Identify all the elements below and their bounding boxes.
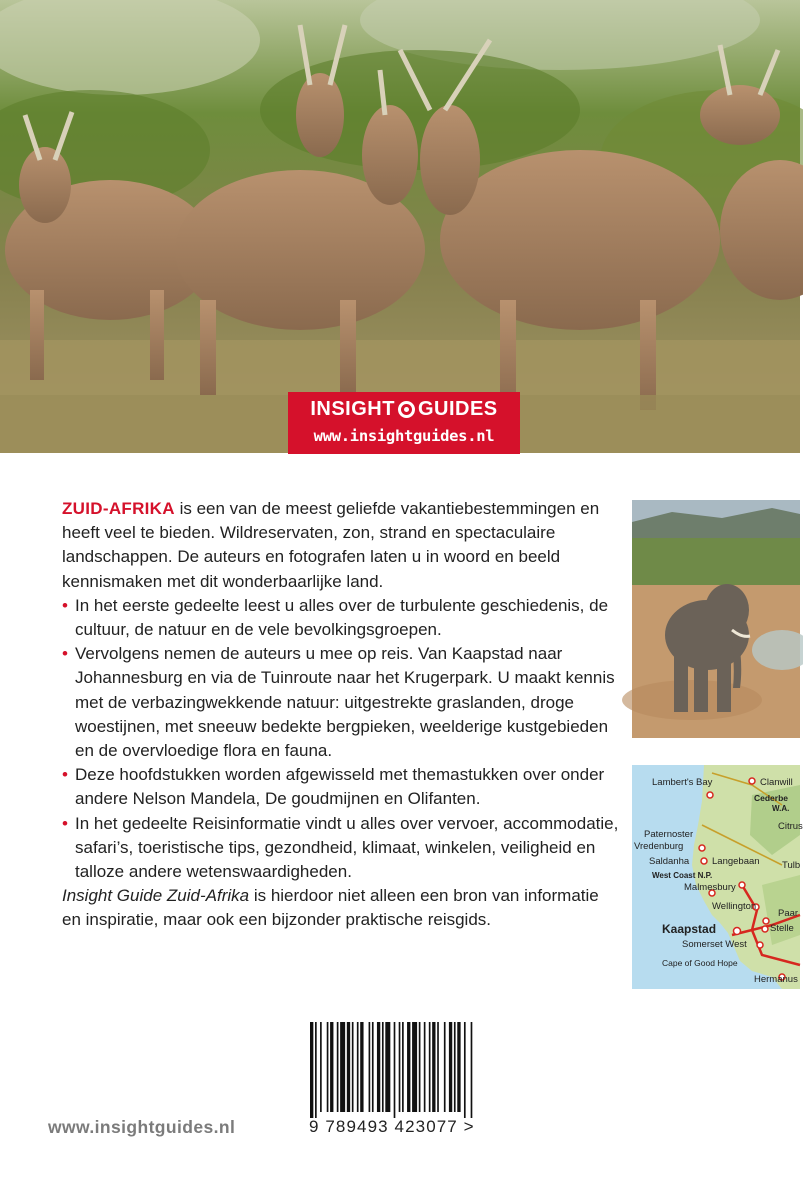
map-label: Lambert's Bay — [652, 777, 713, 788]
map-label: Paternoster — [644, 829, 694, 840]
brand-name: ZUID-AFRIKA — [62, 499, 175, 518]
bullet-icon: • — [62, 644, 68, 664]
map-label: West Coast N.P. — [652, 871, 713, 880]
barcode-bar — [464, 1022, 466, 1118]
map-label: Cape of Good Hope — [662, 958, 738, 968]
map-label: Vredenburg — [634, 841, 684, 852]
barcode-bar — [412, 1022, 417, 1112]
barcode-bar — [432, 1022, 435, 1112]
list-item: • In het gedeelte Reisinformatie vindt u alles over vervoer, accommodatie, safari’s, toeristische tips, gezondheid, klimaat, winkelen, veiligheid en talloze andere wetenswaardigheden. — [62, 813, 619, 882]
bullet-icon: • — [62, 595, 68, 615]
barcode-bar — [330, 1022, 333, 1112]
cover-photo-elands — [0, 0, 800, 453]
map-label: Saldanha — [649, 856, 690, 867]
intro-paragraph: ZUID-AFRIKA is een van de meest geliefde vakantiebestemmingen en heeft veel te bieden. Wildreservaten, zon, strand en spectaculaire landschappen. De auteurs en fotografen laten u in woord en beeld kennismaken met dit wonderbaarlijke land. — [62, 499, 600, 591]
barcode-bar — [471, 1022, 473, 1118]
map-western-cape — [632, 765, 803, 989]
barcode-bar — [337, 1022, 339, 1112]
barcode-bar — [347, 1022, 350, 1112]
map-label: W.A. — [772, 804, 790, 813]
barcode-bar — [327, 1022, 329, 1112]
logo-url: www.insightguides.nl — [313, 427, 495, 445]
barcode-bar — [310, 1022, 313, 1118]
barcode-bar — [429, 1022, 431, 1112]
blurb-text — [62, 497, 622, 933]
map-label: Clanwill — [760, 777, 793, 788]
barcode-bar — [372, 1022, 374, 1112]
barcode-bar — [449, 1022, 452, 1112]
map-label: Citrus — [778, 821, 803, 832]
barcode-bar — [385, 1022, 390, 1112]
barcode-bar — [320, 1022, 322, 1112]
map-label: Paar — [778, 908, 799, 919]
list-item: • In het eerste gedeelte leest u alles over de turbulente geschiedenis, de cultuur, de natuur en de vele bevolkingsgroepen. — [62, 595, 609, 640]
barcode-bar — [437, 1022, 439, 1112]
list-item: • Vervolgens nemen de auteurs u mee op reis. Van Kaapstad naar Johannesburg en via de Tuinroute naar het Krugerpark. U maakt kennis met de verbazingwekkende natuur: uitgestrekte graslanden, droge woestijnen, met sneeuw bedekte bergpieken, weelderige kustgebieden en de overvloedige flora en fauna. — [62, 644, 615, 761]
map-label: Tulb — [782, 860, 801, 871]
barcode-bar — [369, 1022, 371, 1112]
barcode-bar — [407, 1022, 410, 1112]
barcode-bar — [402, 1022, 404, 1112]
barcode-bar — [382, 1022, 384, 1112]
map-label: Malmesbury — [684, 882, 736, 893]
map-label: Langebaan — [712, 856, 760, 867]
barcode-bar — [340, 1022, 345, 1112]
barcode-bar — [424, 1022, 426, 1112]
logo-o-icon — [398, 401, 415, 418]
footer-url: www.insightguides.nl — [48, 1117, 236, 1137]
barcode-bar — [360, 1022, 363, 1112]
isbn-number: 9 789493 423077 > — [309, 1117, 475, 1136]
closing-paragraph: Insight Guide Zuid-Afrika is hierdoor niet alleen een bron van informatie en inspiratie, maar ook een bijzonder praktische reisgids. — [62, 886, 599, 930]
barcode-bar — [457, 1022, 460, 1112]
barcode-bar — [315, 1022, 317, 1118]
logo-title: INSIGHT GUIDES — [310, 398, 498, 420]
barcode-bar — [377, 1022, 380, 1112]
map-label: Somerset West — [682, 939, 747, 950]
list-item: • Deze hoofdstukken worden afgewisseld met themastukken over onder andere Nelson Mandela, De goudmijnen en Olifanten. — [62, 765, 605, 809]
map-label: Cederbe — [754, 793, 789, 803]
insight-guides-logo — [288, 392, 520, 454]
barcode-bar — [399, 1022, 401, 1112]
barcode-bar — [352, 1022, 354, 1112]
elephant-photo — [632, 500, 800, 738]
map-label: Wellington — [712, 901, 757, 912]
feature-list — [62, 594, 622, 884]
bullet-icon: • — [62, 765, 68, 785]
map-label-capital: Kaapstad — [662, 922, 717, 936]
barcode-bar — [444, 1022, 446, 1112]
barcode-bar — [357, 1022, 359, 1112]
map-label: Hermanus — [754, 974, 798, 985]
barcode-bar — [454, 1022, 456, 1112]
bullet-icon: • — [62, 813, 68, 833]
barcode-bar — [419, 1022, 421, 1112]
map-label: Stelle — [770, 923, 794, 934]
barcode-bar — [394, 1022, 396, 1118]
isbn-barcode — [310, 1022, 474, 1118]
